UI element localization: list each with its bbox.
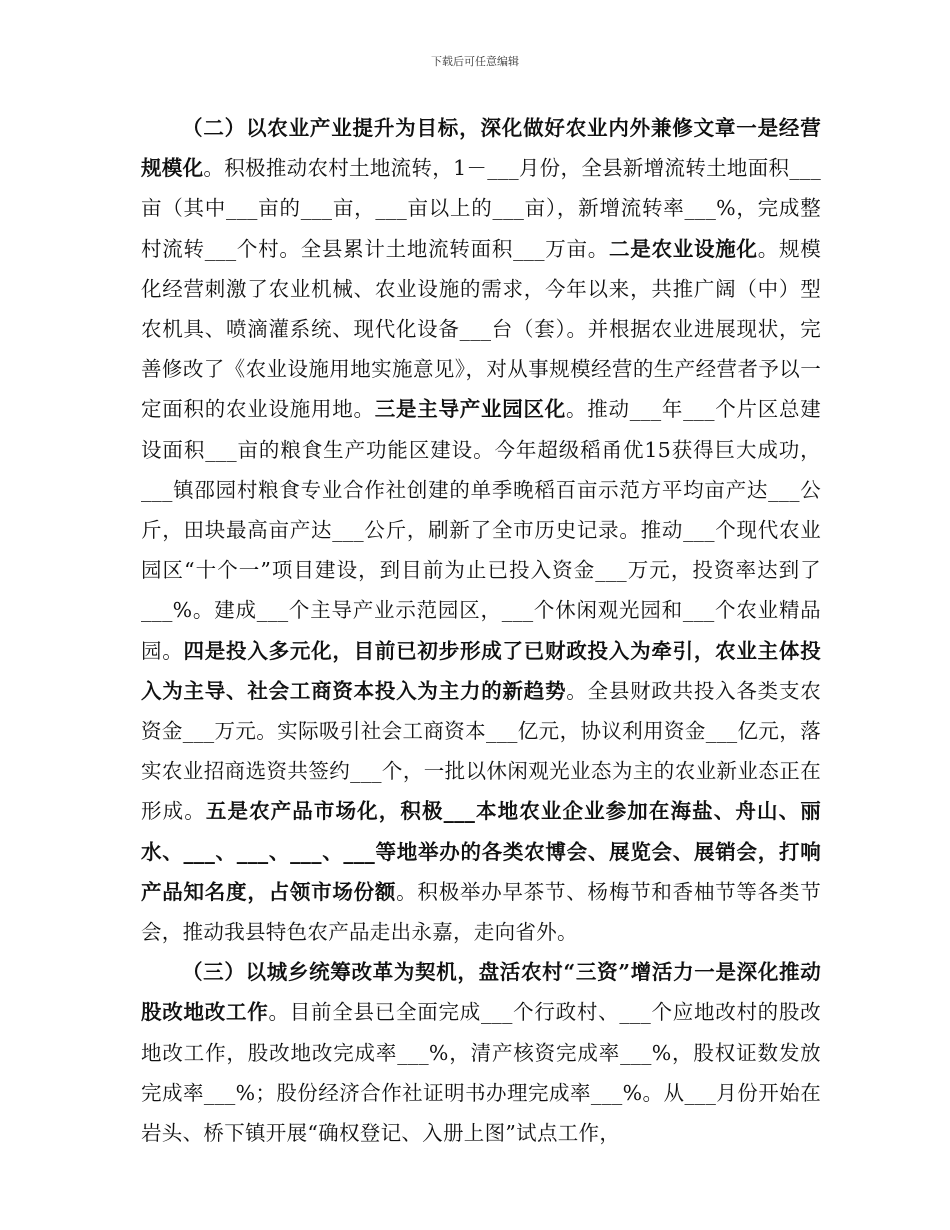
heading-section-two-item-one: （二）以农业产业提升为目标，深化做好农业内外兼修文章一是经营规模化 [141,116,821,181]
paragraph-section-two [141,108,821,952]
text-run: 。推动___年___个片区总建设面积___亩的粮食生产功能区建设。今年超级稻甬优15获得巨大成功，___镇邵园村粮食专业合作社创建的单季晚稻百亩示范方平均亩产达___公斤，田块最高亩产达___公斤，刷新了全市历史记录。推动___个现代农业园区“十个一”项目建设，到目前为止已投入资金___万元，投资率达到了___%。建成___个主导产业示范园区，___个休闲观光园和___个农业精品园。 [141,397,821,663]
heading-section-three-item-one: （三）以城乡统筹改革为契机，盘活农村“三资”增活力一是深化推动股改地改工作 [141,960,821,1025]
heading-item-five: 五是农产品市场化，积极___本地农业企业参加在海盐、舟山、丽水、___、___、___、___等地举办的各类农博会、展览会、展销会，打响产品知名度，占领市场份额 [141,799,822,904]
text-run: 。规模化经营刺激了农业机械、农业设施的需求，今年以来，共推广阔（中）型农机具、喷滴灌系统、现代化设备___台（套）。并根据农业进展现状，完善修改了《农业设施用地实施意见》，对从事规模经营的生产经营者予以一定面积的农业设施用地。 [141,236,822,422]
document-body [141,108,821,1153]
heading-item-four: 四是投入多元化，目前已初步形成了已财政投入为牵引，农业主体投入为主导、社会工商资本投入为主力的新趋势 [141,638,821,703]
paragraph-section-three [141,952,821,1153]
heading-item-two: 二是农业设施化 [608,236,758,261]
heading-item-three: 三是主导产业园区化 [374,397,566,422]
page-header: 下载后可任意编辑 [431,55,519,68]
text-run: 。全县财政共投入各类支农资金___万元。实际吸引社会工商资本___亿元，协议利用资金___亿元，落实农业招商选资共签约___个，一批以休闲观光业态为主的农业新业态正在形成。 [141,678,822,824]
text-run: 。目前全县已全面完成___个行政村、___个应地改村的股改地改工作，股改地改完成率___%，清产核资完成率___%，股权证数发放完成率___%；股份经济合作社证明书办理完成率___%。从___月份开始在岩头、桥下镇开展“确权登记、入册上图”试点工作， [141,1000,821,1146]
text-run: 。积极推动农村土地流转，1－___月份，全县新增流转土地面积___亩（其中___亩的___亩，___亩以上的___亩），新增流转率___%，完成整村流转___个村。全县累计土地流转面积___万亩。 [141,156,821,261]
text-run: 。积极举办早茶节、杨梅节和香柚节等各类节会，推动我县特色农产品走出永嘉，走向省外。 [141,879,821,945]
